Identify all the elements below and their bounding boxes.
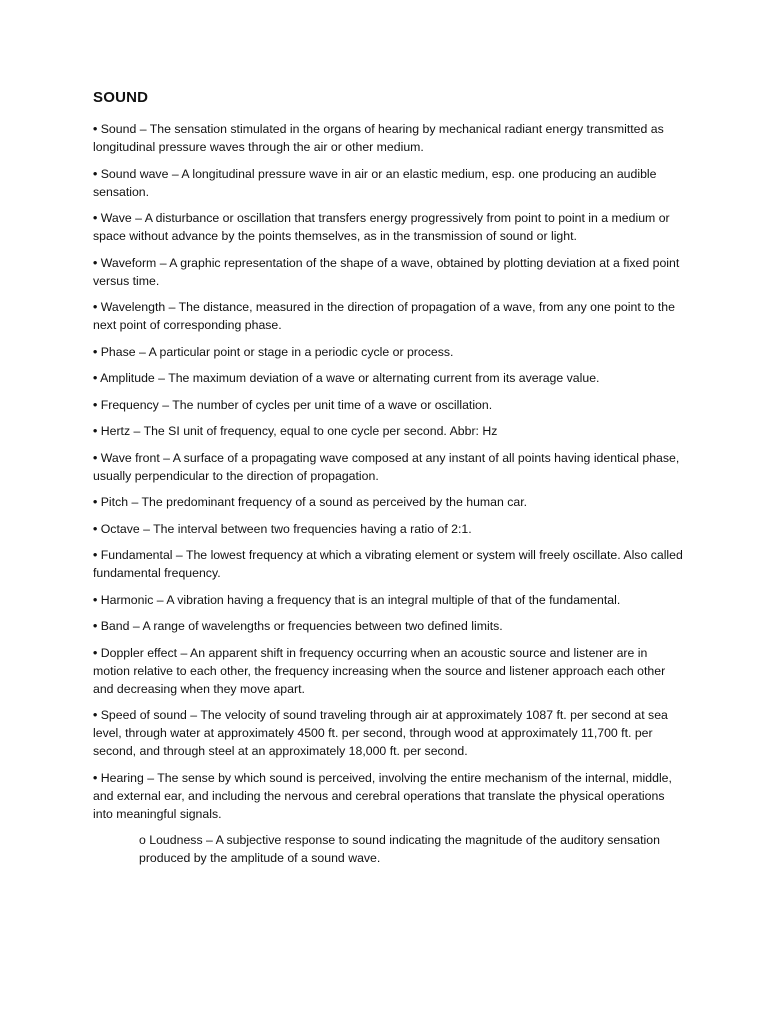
definition-entry	[93, 422, 685, 440]
bullet-icon: •	[93, 397, 98, 412]
definition-text: Hearing – The sense by which sound is perceived, involving the entire mechanism of the internal, middle, and external ear, and including the nervous and cerebral operations that translate the physical operations into meaningful signals.	[93, 770, 672, 821]
definition-text: Waveform – A graphic representation of the shape of a wave, obtained by plotting deviation at a fixed point versus time.	[93, 255, 680, 288]
definition-text: Frequency – The number of cycles per unit time of a wave or oscillation.	[100, 397, 493, 412]
bullet-icon: •	[93, 166, 98, 181]
bullet-icon: •	[93, 211, 98, 225]
bullet-icon: •	[93, 255, 98, 270]
definition-entry	[93, 520, 685, 538]
definition-text: Phase – A particular point or stage in a periodic cycle or process.	[100, 344, 454, 359]
definition-entry	[93, 209, 685, 245]
definition-text: Sound – The sensation stimulated in the organs of hearing by mechanical radiant energy transmitted as longitudinal pressure waves through the air or other medium.	[93, 122, 664, 154]
definition-entry	[93, 165, 685, 201]
sub-definition-entry: o Loudness – A subjective response to sound indicating the magnitude of the auditory sensation produced by the amplitude of a sound wave.	[139, 833, 660, 865]
definition-text: Octave – The interval between two frequencies having a ratio of 2:1.	[100, 521, 472, 536]
definition-text: Amplitude – The maximum deviation of a wave or alternating current from its average value.	[100, 371, 600, 385]
bullet-icon: •	[93, 495, 98, 509]
bullet-icon: •	[93, 424, 98, 438]
definition-entry	[93, 254, 685, 290]
bullet-icon: •	[93, 122, 98, 136]
definition-text: Doppler effect – An apparent shift in frequency occurring when an acoustic source and listener are in motion relative to each other, the frequency increasing when the source and listener approach each other and decreasing when they move apart.	[93, 645, 666, 696]
definition-entry	[93, 644, 685, 698]
definition-entry	[93, 343, 685, 361]
definition-entry	[93, 706, 685, 760]
definition-text: Speed of sound – The velocity of sound traveling through air at approximately 1087 ft. per second at sea level, through water at approximately 4500 ft. per second, through wood at approximately 11,700 ft. per second, and through steel at an approximately 18,000 ft. per second.	[93, 708, 668, 758]
definition-text: Wave – A disturbance or oscillation that transfers energy progressively from point to point in a medium or space without advance by the points themselves, as in the transmission of sound or light.	[93, 211, 670, 243]
bullet-icon: •	[93, 548, 98, 562]
definition-text: Wavelength – The distance, measured in the direction of propagation of a wave, from any one point to the next point of corresponding phase.	[93, 300, 675, 332]
definition-entry	[93, 617, 685, 635]
definition-text: Hertz – The SI unit of frequency, equal to one cycle per second. Abbr: Hz	[100, 424, 498, 438]
definition-list	[93, 120, 685, 879]
bullet-icon: •	[93, 521, 98, 536]
bullet-icon: •	[93, 708, 98, 722]
definition-entry	[93, 546, 685, 582]
bullet-icon: •	[93, 300, 98, 314]
definition-entry	[93, 591, 685, 609]
definition-entry	[93, 369, 685, 387]
bullet-icon: •	[93, 450, 98, 465]
definition-text: Pitch – The predominant frequency of a sound as perceived by the human car.	[100, 495, 528, 509]
bullet-icon: •	[93, 371, 98, 385]
definition-entry	[93, 493, 685, 511]
definition-text: Sound wave – A longitudinal pressure wave in air or an elastic medium, esp. one producing an audible sensation.	[93, 166, 657, 199]
bullet-icon: •	[93, 619, 98, 633]
definition-entry	[93, 298, 685, 334]
definition-text: Band – A range of wavelengths or frequencies between two defined limits.	[100, 619, 503, 633]
definition-entry	[93, 396, 685, 414]
definition-text: Wave front – A surface of a propagating wave composed at any instant of all points having identical phase, usually perpendicular to the direction of propagation.	[93, 450, 680, 483]
definition-text: Fundamental – The lowest frequency at which a vibrating element or system will freely oscillate. Also called fundamental frequency.	[93, 548, 683, 580]
page-title: SOUND	[93, 89, 149, 106]
bullet-icon: •	[93, 592, 98, 607]
definition-entry	[93, 449, 685, 485]
bullet-icon: •	[93, 770, 98, 785]
bullet-icon: •	[93, 344, 98, 359]
bullet-icon: •	[93, 645, 98, 660]
definition-entry	[93, 120, 685, 156]
definition-entry	[93, 769, 685, 823]
definition-text: Harmonic – A vibration having a frequency that is an integral multiple of that of the fundamental.	[100, 592, 621, 607]
